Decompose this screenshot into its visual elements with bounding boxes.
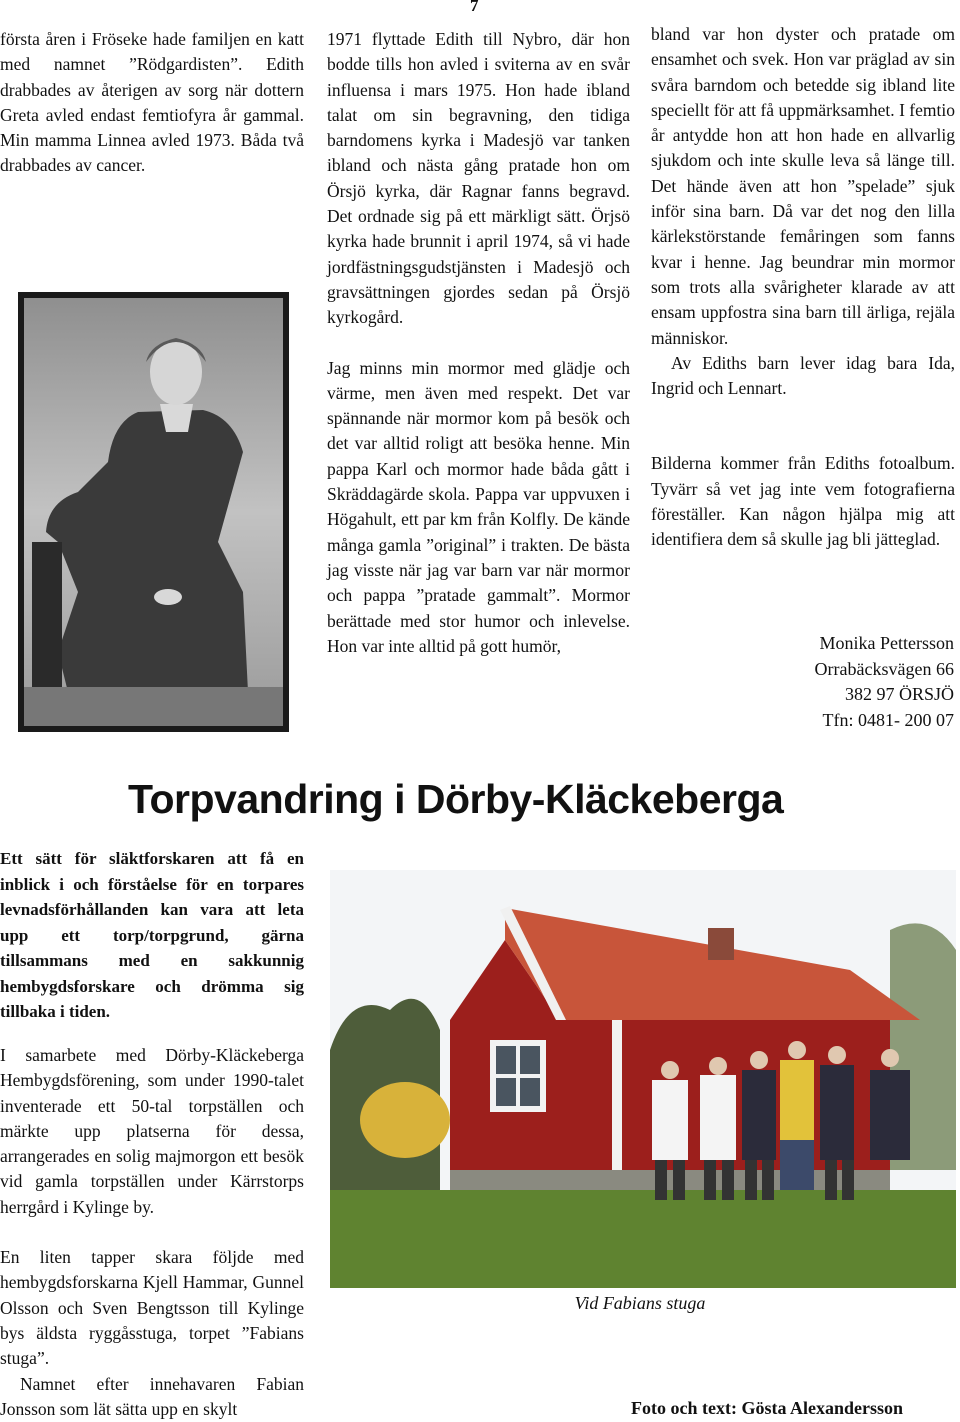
photo-caption: Vid Fabians stuga (574, 1293, 706, 1313)
column-3-top-text (651, 22, 955, 553)
column-2-top-text (327, 27, 630, 659)
paragraph: 1971 flyttade Edith till Nybro, där hon bodde tills hon avled i sviterna av en svår influensa i mars 1975. Hon hade ibland talat om sin begravning, den tidiga barndomens kyrka i Madesjö var tanken ibland och nästa gång pratade hon om Örsjö kyrka, där Ragnar fanns begravd. Det ordnade sig på ett märkligt sätt. Örjsö kyrka hade brunnit i april 1974, så vi hade jordfästningsgudstjänsten i Madesjö och gravsättningen gjordes sedan på Örsjö kyrkogård. (327, 29, 630, 328)
article-ingress: Ett sätt för släktforskaren att få en inblick i och förståelse för en torpares levnadsförhållanden kan vara att leta upp ett torp/torpgrund, gärna tillsammans med en sakkunnig hembygdsforskare och drömma sig tillbaka i tiden. (0, 849, 304, 1021)
paragraph: Jag minns min mormor med glädje och värme, men även med respekt. Det var spännande när mormor kom på besök och det var alltid roligt att besöka henne. Min pappa Karl och mormor hade båda gått i Skräddagärde skola. Pappa var uppvuxen i Högahult, ett par km från Kolfly. De kände många gamla ”original” i trakten. De bästa jag visste när jag var barn var när mormor och pappa ”pratade gammalt”. Mormor berättade med stor humor och inlevelse. Hon var inte alltid på gott humör, (327, 357, 630, 656)
paragraph: En liten tapper skara följde med hembygdsforskarna Kjell Hammar, Gunnel Olsson och Sven Bengtsson till Kylinge bys äldsta ryggåsstuga, torpet ”Fabians stuga”. (0, 1247, 304, 1369)
paragraph: Av Ediths barn lever idag bara Ida, Ingrid och Lennart. (651, 352, 955, 399)
author-name: Monika Pettersson (819, 633, 954, 653)
fabians-stuga-image (330, 870, 956, 1288)
paragraph: första åren i Fröseke hade familjen en katt med namnet ”Rödgardisten”. Edith drabbades av återigen av sorg när dottern Greta avled endast femtiofyra år gammal. Min mamma Linnea avled 1973. Båda två drabbades av cancer. (0, 29, 304, 176)
house-photo (330, 870, 956, 1288)
photo-credit: Foto och text: Gösta Alexandersson (631, 1398, 903, 1418)
portrait-woman-image (18, 292, 289, 732)
author-postal: 382 97 ÖRSJÖ (844, 684, 954, 704)
paragraph: bland var hon dyster och pratade om ensamhet och svek. Hon var präglad av sin svåra barndom och betedde sig ibland lite speciellt för att få uppmärksamhet. I femtio år antydde hon att hon hade en allvarlig sjukdom och inte skulle leva så länge till. Det hände även att hon ”spelade” sjuk inför sina barn. Då var det nog den lilla kärlekstörstande femåringen som fanns kvar i henne. Jag beundrar min mormor som trots alla svårigheter klarade av att ensam uppfostra sina barn till ärliga, rejäla människor. (651, 24, 955, 348)
author-phone: Tfn: 0481- 200 07 (822, 709, 954, 730)
author-street: Orrabäcksvägen 66 (814, 658, 954, 679)
author-signature (700, 631, 954, 733)
article-headline: Torpvandring i Dörby-Kläckeberga (128, 776, 784, 822)
page-number: 7 (470, 0, 479, 15)
column-1-bottom-text (0, 1043, 304, 1422)
paragraph: Bilderna kommer från Ediths fotoalbum. Tyvärr så vet jag inte vem fotografierna föreställer. Kan någon hjälpa mig att identifiera dem så skulle jag bli jätteglad. (651, 453, 955, 550)
portrait-photo (18, 292, 289, 732)
column-1-top-text (0, 27, 304, 179)
paragraph: Namnet efter innehavaren Fabian Jonsson som lät sätta upp en skylt (0, 1373, 304, 1419)
paragraph: I samarbete med Dörby-Kläckeberga Hembygdsförening, som under 1990-talet inventerade ett 50-tal torpställen och märkte upp platserna för dessa, arrangerades en solig majmorgon ett besök vid gamla torpställen under Kärrstorps herrgård i Kylinge by. (0, 1045, 304, 1217)
